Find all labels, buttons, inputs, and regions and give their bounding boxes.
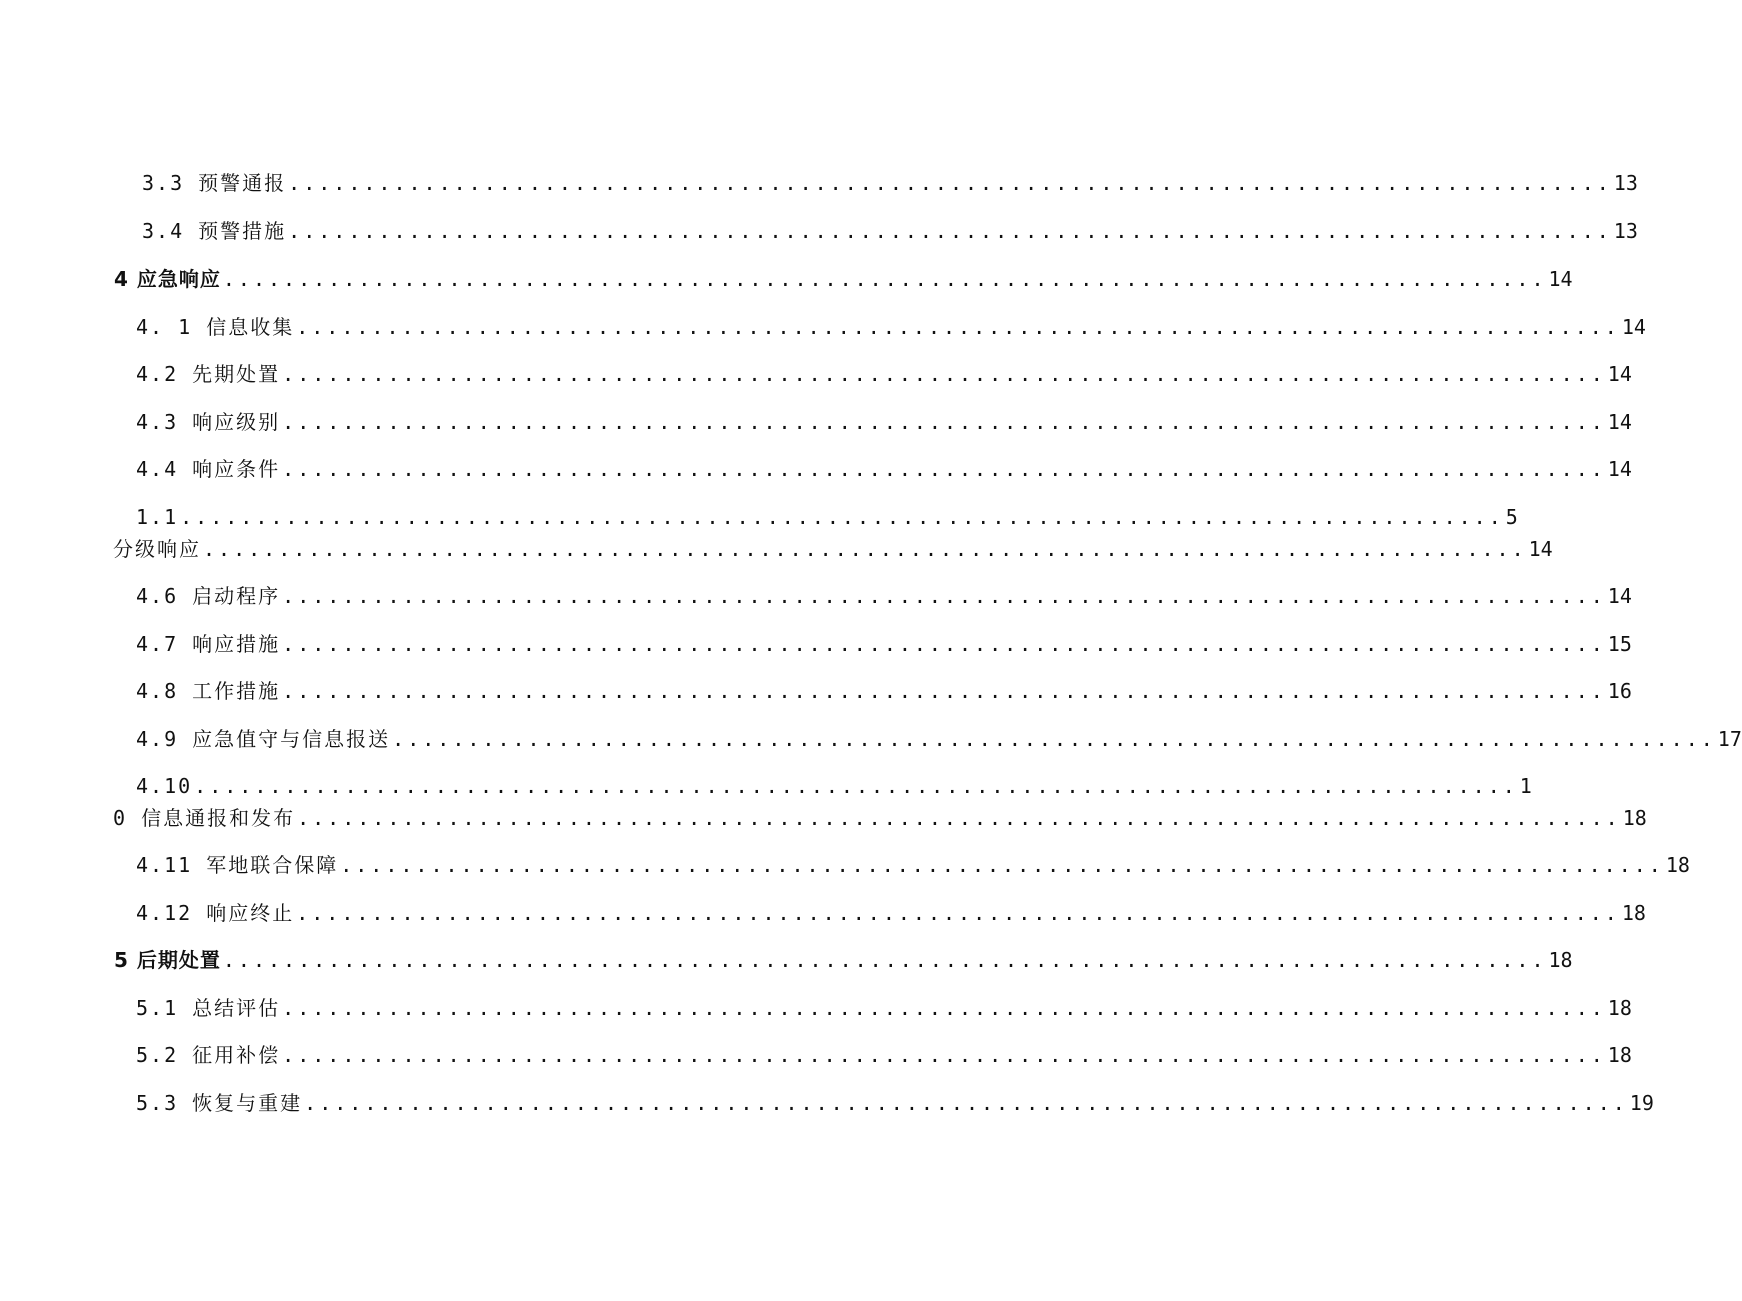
toc-entry-page: 5 xyxy=(1505,505,1518,529)
toc-entry-page: 18 xyxy=(1548,948,1573,972)
toc-entry-page: 16 xyxy=(1607,679,1632,703)
toc-entry-page: 14 xyxy=(1607,584,1632,608)
toc-entry-4-6[interactable] xyxy=(136,579,1632,609)
toc-leader-dots: ........................................................................................ xyxy=(282,632,1606,656)
toc-leader-dots: ........................................................................................ xyxy=(282,679,1606,703)
toc-leader-dots: ........................................................................................ xyxy=(282,996,1606,1020)
toc-entry-label: 4.7 响应措施 xyxy=(136,632,281,656)
toc-entry-page: 15 xyxy=(1607,632,1632,656)
toc-entry-5-1[interactable] xyxy=(136,991,1632,1021)
toc-entry-label: 4 应急响应 xyxy=(114,267,221,291)
toc-leader-dots: ........................................................................................ xyxy=(194,774,1518,798)
toc-entry-label: 0 信息通报和发布 xyxy=(113,806,296,830)
toc-leader-dots: ........................................................................................ xyxy=(288,171,1612,195)
toc-entry-page: 1 xyxy=(1519,774,1532,798)
toc-leader-dots: ........................................................................................ xyxy=(282,1043,1606,1067)
toc-entry-4-11[interactable] xyxy=(136,848,1690,878)
toc-entry-1-1-broken[interactable] xyxy=(136,500,1518,530)
toc-entry-page: 14 xyxy=(1621,315,1646,339)
toc-entry-page: 18 xyxy=(1607,996,1632,1020)
toc-entry-label: 4.9 应急值守与信息报送 xyxy=(136,727,391,751)
toc-entry-5[interactable] xyxy=(114,943,1573,973)
toc-entry-page: 18 xyxy=(1622,806,1647,830)
toc-entry-4[interactable] xyxy=(114,262,1573,292)
toc-entry-label: 3.4 预警措施 xyxy=(142,219,287,243)
toc-entry-label: 4.10 xyxy=(136,774,193,798)
toc-entry-page: 18 xyxy=(1621,901,1646,925)
toc-entry-4-3[interactable] xyxy=(136,405,1632,435)
toc-entry-5-2[interactable] xyxy=(136,1038,1632,1068)
toc-entry-4-1[interactable] xyxy=(136,310,1646,340)
toc-entry-label: 4.4 响应条件 xyxy=(136,457,281,481)
toc-entry-4-9[interactable] xyxy=(136,722,1742,752)
toc-entry-label: 4.2 先期处置 xyxy=(136,362,281,386)
toc-entry-label: 4. 1 信息收集 xyxy=(136,315,295,339)
toc-entry-label: 4.11 军地联合保障 xyxy=(136,853,339,877)
toc-leader-dots: ........................................................................................ xyxy=(222,267,1547,291)
toc-entry-label: 5 后期处置 xyxy=(114,948,221,972)
toc-leader-dots: ........................................................................................ xyxy=(203,537,1527,561)
toc-entry-page: 13 xyxy=(1613,219,1638,243)
toc-entry-label: 4.8 工作措施 xyxy=(136,679,281,703)
toc-entry-label: 1.1 xyxy=(136,505,179,529)
toc-entry-4-10-broken[interactable] xyxy=(136,769,1532,799)
toc-entry-3-3[interactable] xyxy=(142,166,1638,196)
toc-entry-4-10-continued[interactable] xyxy=(113,801,1647,831)
toc-leader-dots: ........................................................................................ xyxy=(297,806,1621,830)
toc-entry-page: 14 xyxy=(1528,537,1553,561)
toc-entry-label: 5.2 征用补偿 xyxy=(136,1043,281,1067)
toc-entry-label: 4.12 响应终止 xyxy=(136,901,295,925)
toc-leader-dots: ........................................................................................ xyxy=(222,948,1547,972)
toc-entry-4-8[interactable] xyxy=(136,674,1632,704)
toc-entry-label: 5.3 恢复与重建 xyxy=(136,1091,303,1115)
toc-leader-dots: ........................................................................................ xyxy=(282,457,1606,481)
toc-leader-dots: ........................................................................................ xyxy=(296,901,1620,925)
toc-entry-page: 14 xyxy=(1607,410,1632,434)
toc-leader-dots: ........................................................................................ xyxy=(282,584,1606,608)
toc-entry-label: 5.1 总结评估 xyxy=(136,996,281,1020)
toc-entry-page: 17 xyxy=(1717,727,1742,751)
toc-entry-label: 3.3 预警通报 xyxy=(142,171,287,195)
toc-leader-dots: ........................................................................................ xyxy=(296,315,1620,339)
toc-entry-5-3[interactable] xyxy=(136,1086,1654,1116)
toc-entry-page: 18 xyxy=(1665,853,1690,877)
toc-entry-4-4[interactable] xyxy=(136,452,1632,482)
toc-leader-dots: ........................................................................................ xyxy=(288,219,1612,243)
toc-leader-dots: ........................................................................................ xyxy=(340,853,1664,877)
toc-entry-4-12[interactable] xyxy=(136,896,1646,926)
toc-entry-4-2[interactable] xyxy=(136,357,1632,387)
toc-leader-dots: ........................................................................................ xyxy=(392,727,1716,751)
toc-entry-label: 分级响应 xyxy=(113,537,201,561)
toc-leader-dots: ........................................................................................ xyxy=(282,410,1606,434)
toc-entry-page: 14 xyxy=(1548,267,1573,291)
toc-entry-4-7[interactable] xyxy=(136,627,1632,657)
toc-entry-page: 19 xyxy=(1629,1091,1654,1115)
toc-leader-dots: ........................................................................................ xyxy=(180,505,1504,529)
toc-entry-label: 4.3 响应级别 xyxy=(136,410,281,434)
toc-entry-page: 14 xyxy=(1607,362,1632,386)
toc-entry-label: 4.6 启动程序 xyxy=(136,584,281,608)
toc-entry-3-4[interactable] xyxy=(142,214,1638,244)
toc-entry-page: 18 xyxy=(1607,1043,1632,1067)
toc-entry-4-5-continued[interactable] xyxy=(113,532,1553,562)
toc-leader-dots: ........................................................................................ xyxy=(304,1091,1628,1115)
toc-entry-page: 13 xyxy=(1613,171,1638,195)
toc-leader-dots: ........................................................................................ xyxy=(282,362,1606,386)
toc-entry-page: 14 xyxy=(1607,457,1632,481)
